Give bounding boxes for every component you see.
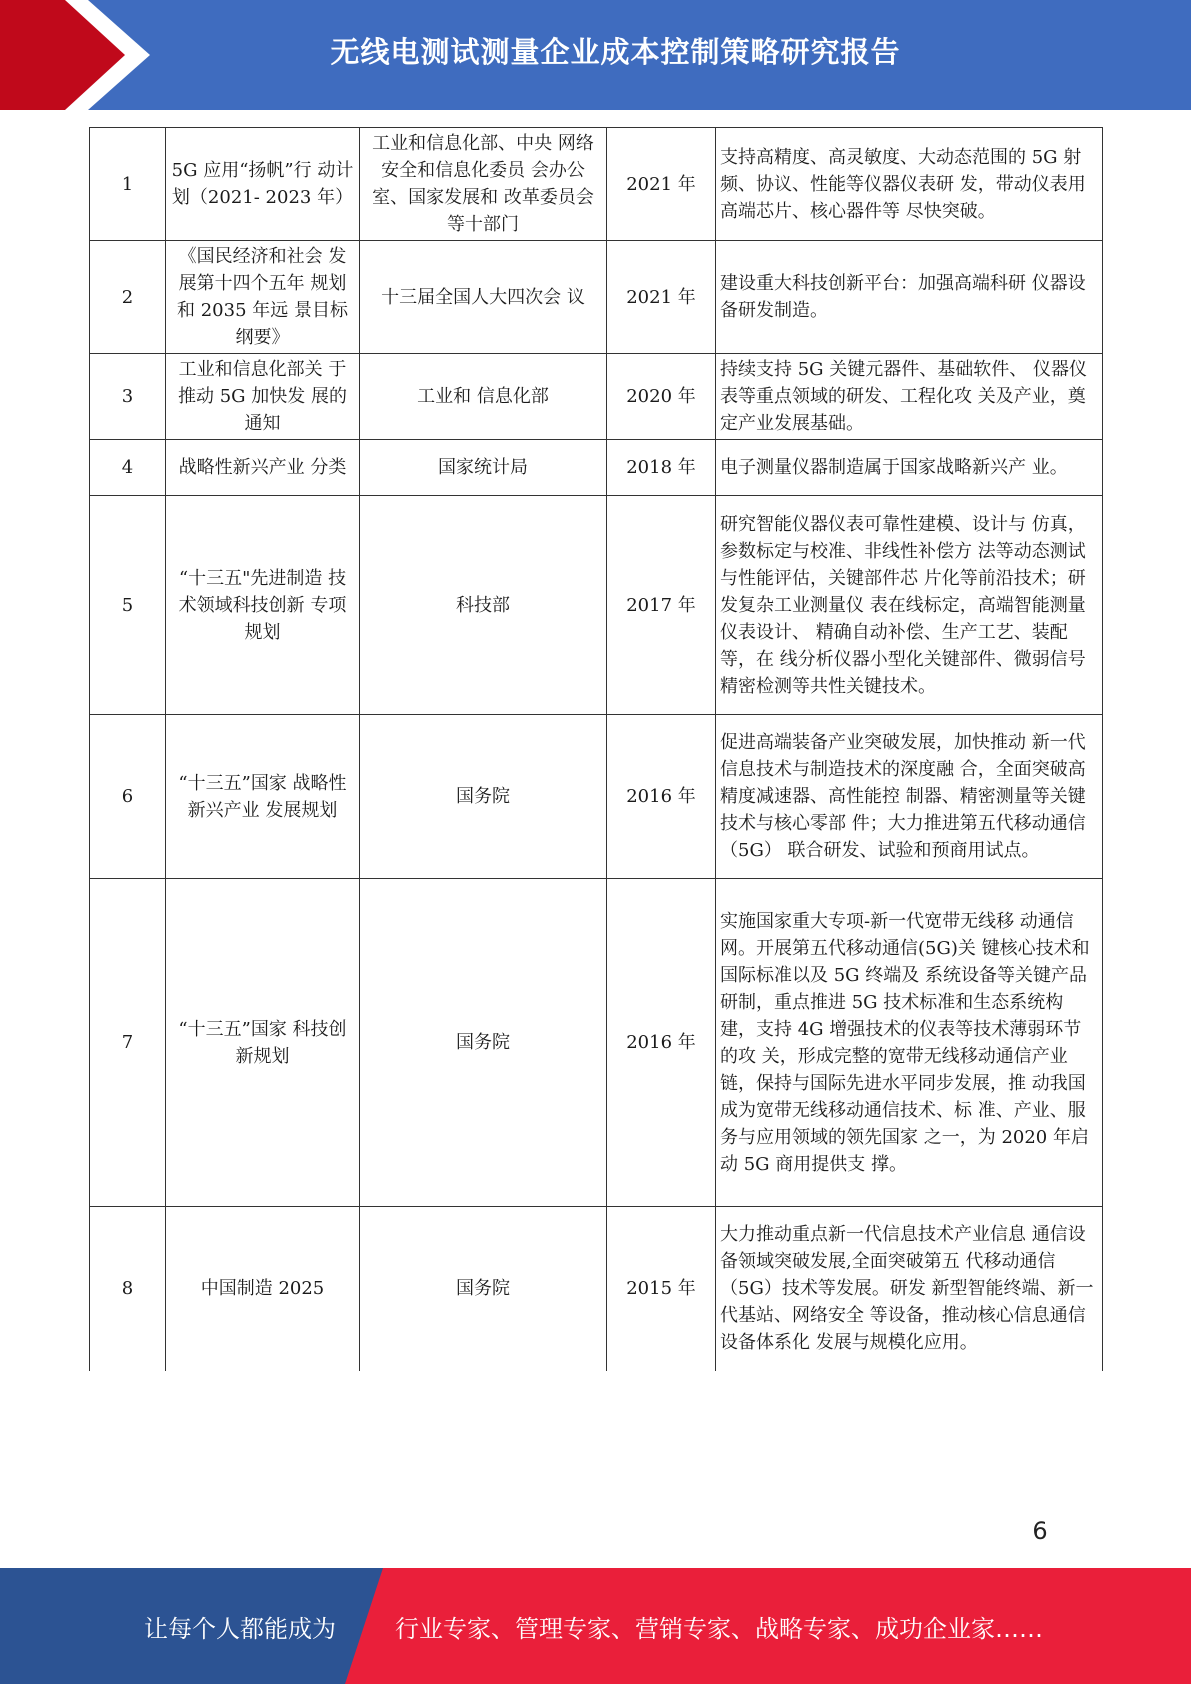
page-number: 6: [1032, 1517, 1048, 1545]
row-number: 4: [90, 440, 166, 496]
policy-content: 电子测量仪器制造属于国家战略新兴产 业。: [716, 440, 1103, 496]
row-number: 7: [90, 879, 166, 1207]
issuing-department: 国务院: [360, 879, 607, 1207]
policy-content: 持续支持 5G 关键元器件、基础软件、 仪器仪表等重点领域的研发、工程化攻 关及产业，奠定产业发展基础。: [716, 354, 1103, 440]
policy-content: 大力推动重点新一代信息技术产业信息 通信设备领域突破发展,全面突破第五 代移动通信（5G）技术等发展。研发 新型智能终端、新一代基站、网络安全 等设备，推动核心信息通信设备体系化 发展与规模化应用。: [716, 1207, 1103, 1371]
policy-table: [89, 127, 1103, 1371]
issuing-department: 十三届全国人大四次会 议: [360, 241, 607, 354]
policy-name: “十三五”国家 科技创新规划: [166, 879, 360, 1207]
table-row: [90, 715, 1103, 879]
page-footer: [0, 1568, 1191, 1684]
issue-year: 2021 年: [607, 128, 716, 241]
policy-content: 促进高端装备产业突破发展，加快推动 新一代信息技术与制造技术的深度融 合，全面突破高精度减速器、高性能控 制器、精密测量等关键技术与核心零部 件；大力推进第五代移动通信（5G） 联合研发、试验和预商用试点。: [716, 715, 1103, 879]
policy-content: 研究智能仪器仪表可靠性建模、设计与 仿真，参数标定与校准、非线性补偿方 法等动态测试与性能评估，关键部件芯 片化等前沿技术；研发复杂工业测量仪 表在线标定，高端智能测量仪表设计、 精确自动补偿、生产工艺、装配等，在 线分析仪器小型化关键部件、微弱信号 精密检测等共性关键技术。: [716, 496, 1103, 715]
issuing-department: 科技部: [360, 496, 607, 715]
issuing-department: 国务院: [360, 1207, 607, 1371]
policy-name: 中国制造 2025: [166, 1207, 360, 1371]
issue-year: 2015 年: [607, 1207, 716, 1371]
table-row: [90, 1207, 1103, 1371]
issue-year: 2016 年: [607, 715, 716, 879]
issue-year: 2016 年: [607, 879, 716, 1207]
issue-year: 2018 年: [607, 440, 716, 496]
table-row: [90, 440, 1103, 496]
policy-content: 建设重大科技创新平台：加强高端科研 仪器设备研发制造。: [716, 241, 1103, 354]
policy-name: 战略性新兴产业 分类: [166, 440, 360, 496]
issue-year: 2017 年: [607, 496, 716, 715]
table-row: [90, 879, 1103, 1207]
issuing-department: 工业和 信息化部: [360, 354, 607, 440]
footer-slogan-lead: 让每个人都能成为: [144, 1614, 336, 1643]
issue-year: 2020 年: [607, 354, 716, 440]
issue-year: 2021 年: [607, 241, 716, 354]
issuing-department: 工业和信息化部、中央 网络安全和信息化委员 会办公室、国家发展和 改革委员会等十部门: [360, 128, 607, 241]
policy-name: 《国民经济和社会 发展第十四个五年 规划和 2035 年远 景目标纲要》: [166, 241, 360, 354]
row-number: 6: [90, 715, 166, 879]
row-number: 1: [90, 128, 166, 241]
row-number: 3: [90, 354, 166, 440]
report-title: 无线电测试测量企业成本控制策略研究报告: [330, 34, 901, 69]
row-number: 5: [90, 496, 166, 715]
policy-content: 支持高精度、高灵敏度、大动态范围的 5G 射频、协议、性能等仪器仪表研 发，带动仪表用高端芯片、核心器件等 尽快突破。: [716, 128, 1103, 241]
policy-name: 5G 应用“扬帆”行 动计划（2021- 2023 年）: [166, 128, 360, 241]
footer-slogan-roles: 行业专家、管理专家、营销专家、战略专家、成功企业家……: [395, 1614, 1043, 1643]
table-row: [90, 496, 1103, 715]
row-number: 8: [90, 1207, 166, 1371]
issuing-department: 国家统计局: [360, 440, 607, 496]
policy-content: 实施国家重大专项-新一代宽带无线移 动通信网。开展第五代移动通信(5G)关 键核心技术和国际标准以及 5G 终端及 系统设备等关键产品研制，重点推进 5G 技术标准和生态系统构建，支持 4G 增强技术的仪表等技术薄弱环节的攻 关，形成完整的宽带无线移动通信产业 链，保持与国际先进水平同步发展，推 动我国成为宽带无线移动通信技术、标 准、产业、服务与应用领域的领先国家 之一，为 2020 年启动 5G 商用提供支 撑。: [716, 879, 1103, 1207]
table-row: [90, 128, 1103, 241]
policy-name: 工业和信息化部关 于推动 5G 加快发 展的通知: [166, 354, 360, 440]
issuing-department: 国务院: [360, 715, 607, 879]
row-number: 2: [90, 241, 166, 354]
policy-name: “十三五”国家 战略性新兴产业 发展规划: [166, 715, 360, 879]
table-row: [90, 354, 1103, 440]
policy-name: “十三五"先进制造 技术领域科技创新 专项规划: [166, 496, 360, 715]
table-row: [90, 241, 1103, 354]
policy-table-container: [89, 127, 1102, 1371]
page-header: [0, 0, 1191, 110]
